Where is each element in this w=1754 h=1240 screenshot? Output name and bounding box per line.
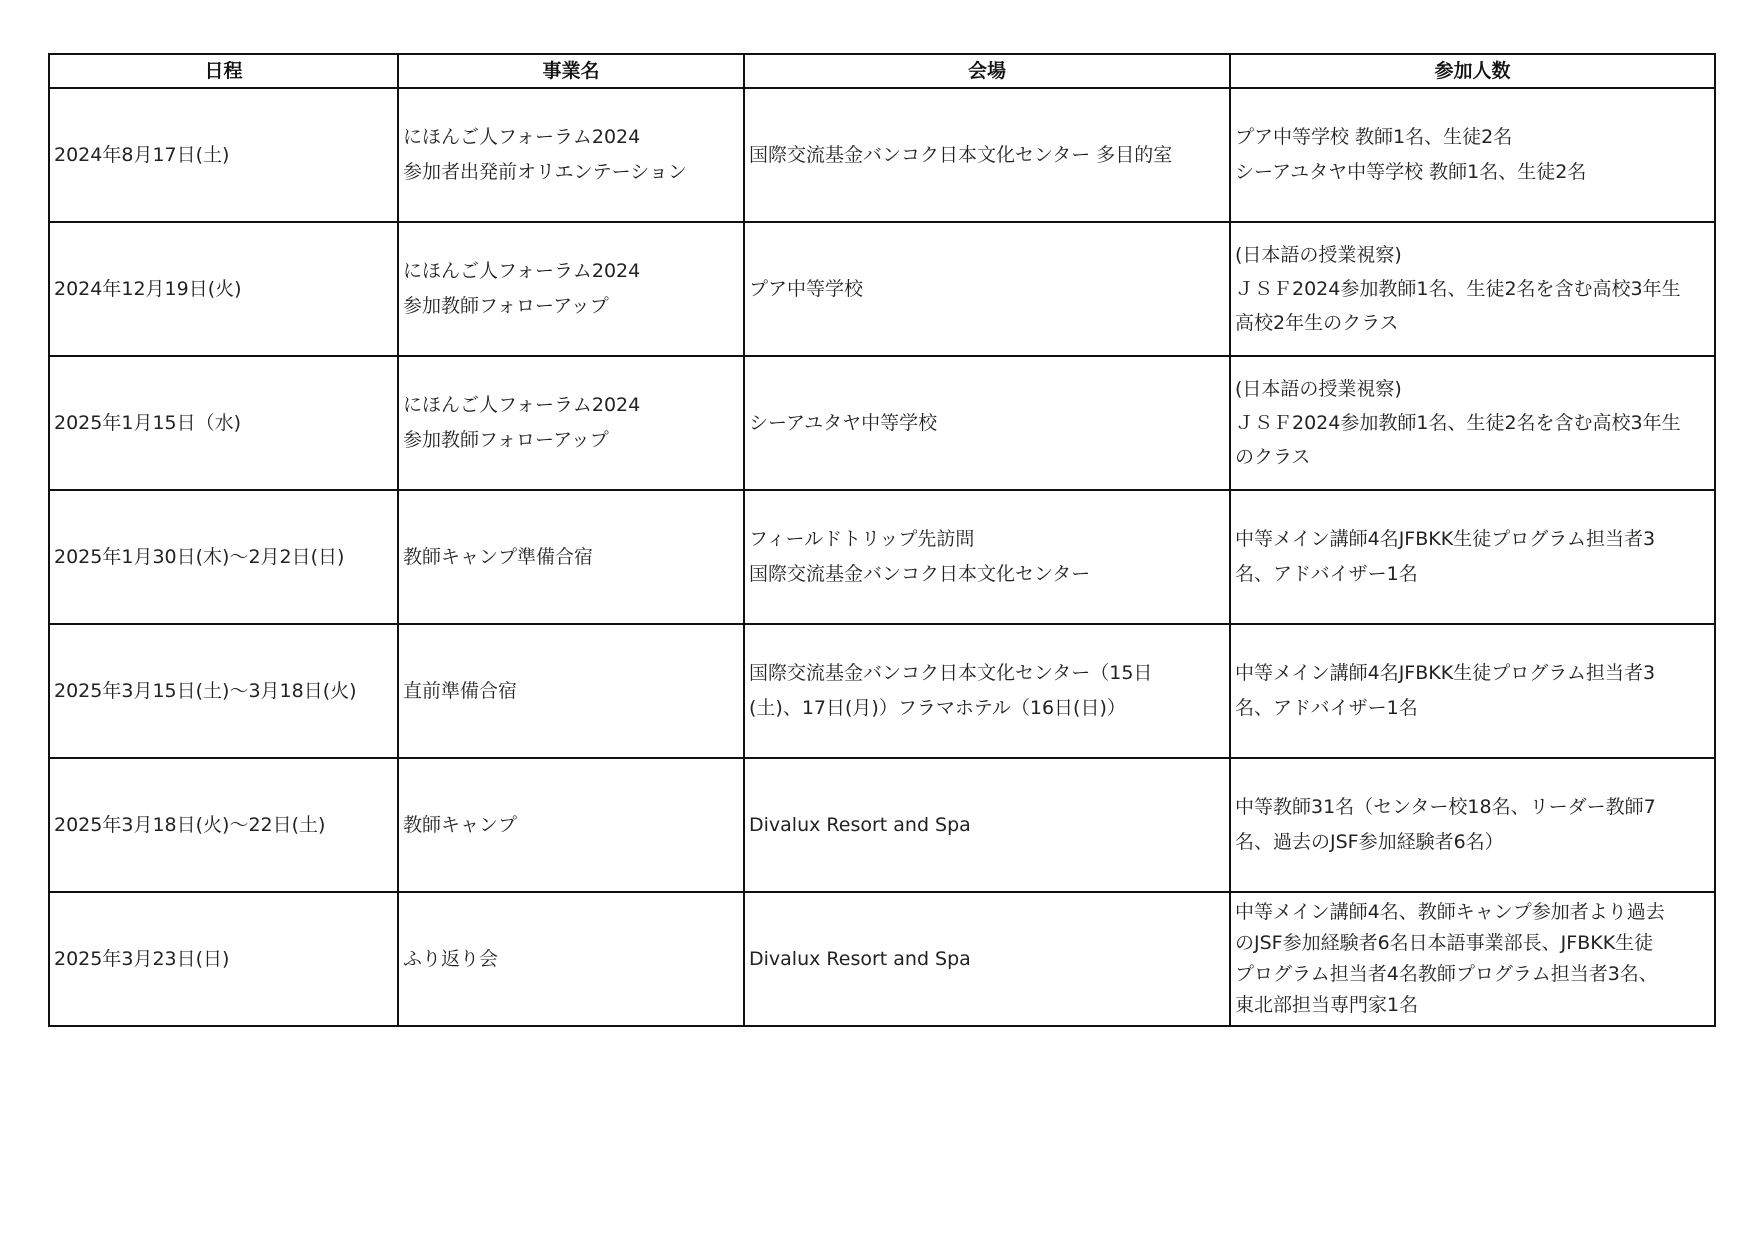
table-row: [49, 624, 1715, 758]
venue-cell: [744, 356, 1230, 490]
participants-cell: [1230, 88, 1715, 222]
header-event: 事業名: [398, 54, 744, 88]
participants-line: 名、過去のJSF参加経験者6名）: [1235, 831, 1504, 853]
event-cell: [398, 222, 744, 356]
table-row: [49, 758, 1715, 892]
venue-line: シーアユタヤ中等学校: [749, 411, 938, 434]
participants-line: (日本語の授業視察): [1235, 244, 1402, 266]
venue-line: Divalux Resort and Spa: [749, 947, 971, 970]
date-cell: [49, 624, 398, 758]
participants-line: のクラス: [1235, 446, 1311, 468]
date-text: 2025年3月15日(土)～3月18日(火): [54, 679, 357, 702]
table-row: [49, 88, 1715, 222]
event-line: にほんご人フォーラム2024: [403, 394, 641, 416]
participants-line: プア中等学校 教師1名、生徒2名: [1235, 126, 1513, 148]
participants-line: ＪＳＦ2024参加教師1名、生徒2名を含む高校3年生: [1235, 412, 1681, 434]
date-cell: [49, 490, 398, 624]
date-cell: [49, 222, 398, 356]
venue-line: 国際交流基金バンコク日本文化センター（15日: [749, 662, 1153, 684]
event-cell: [398, 88, 744, 222]
participants-line: ＪＳＦ2024参加教師1名、生徒2名を含む高校3年生: [1235, 278, 1681, 300]
schedule-sheet: [48, 53, 1714, 1027]
table-row: [49, 892, 1715, 1026]
venue-cell: [744, 88, 1230, 222]
header-venue: 会場: [744, 54, 1230, 88]
event-cell: [398, 356, 744, 490]
participants-line: 中等メイン講師4名JFBKK生徒プログラム担当者3: [1235, 528, 1656, 550]
venue-line: (土)、17日(月)）フラマホテル（16日(日)）: [749, 697, 1126, 719]
event-line: 参加教師フォローアップ: [403, 429, 609, 451]
date-text: 2025年3月18日(火)～22日(土): [54, 813, 326, 836]
participants-line: 名、アドバイザー1名: [1235, 563, 1418, 585]
date-text: 2025年1月30日(木)～2月2日(日): [54, 545, 345, 568]
participants-line: のJSF参加経験者6名日本語事業部長、JFBKK生徒: [1235, 932, 1654, 954]
event-line: 参加教師フォローアップ: [403, 295, 609, 317]
venue-line: 国際交流基金バンコク日本文化センター 多目的室: [749, 143, 1173, 166]
participants-cell: [1230, 490, 1715, 624]
header-participants: 参加人数: [1230, 54, 1715, 88]
venue-line: Divalux Resort and Spa: [749, 813, 971, 836]
participants-line: プログラム担当者4名教師プログラム担当者3名、: [1235, 963, 1658, 985]
table-row: [49, 222, 1715, 356]
date-text: 2024年12月19日(火): [54, 277, 242, 300]
venue-line: 国際交流基金バンコク日本文化センター: [749, 563, 1091, 585]
venue-cell: [744, 758, 1230, 892]
date-text: 2025年1月15日（水): [54, 411, 242, 434]
venue-line: フィールドトリップ先訪問: [749, 528, 975, 550]
participants-line: 中等メイン講師4名JFBKK生徒プログラム担当者3: [1235, 662, 1656, 684]
header-date: 日程: [49, 54, 398, 88]
participants-line: 東北部担当専門家1名: [1235, 994, 1419, 1016]
participants-line: 中等メイン講師4名、教師キャンプ参加者より過去: [1235, 901, 1665, 923]
event-cell: [398, 490, 744, 624]
venue-cell: [744, 624, 1230, 758]
date-cell: [49, 892, 398, 1026]
event-line: にほんご人フォーラム2024: [403, 126, 641, 148]
participants-cell: [1230, 624, 1715, 758]
header-row: [49, 54, 1715, 88]
event-cell: [398, 892, 744, 1026]
event-cell: [398, 624, 744, 758]
table-row: [49, 490, 1715, 624]
participants-cell: [1230, 356, 1715, 490]
venue-cell: [744, 892, 1230, 1026]
event-cell: [398, 758, 744, 892]
date-text: 2024年8月17日(土): [54, 143, 230, 166]
participants-line: シーアユタヤ中等学校 教師1名、生徒2名: [1235, 161, 1587, 183]
event-line: ふり返り会: [403, 947, 499, 970]
venue-cell: [744, 222, 1230, 356]
event-line: 参加者出発前オリエンテーション: [403, 161, 687, 183]
date-cell: [49, 356, 398, 490]
participants-cell: [1230, 758, 1715, 892]
participants-line: 高校2年生のクラス: [1235, 312, 1399, 334]
date-cell: [49, 758, 398, 892]
participants-line: 中等教師31名（センター校18名、リーダー教師7: [1235, 796, 1656, 818]
event-line: 直前準備合宿: [403, 679, 518, 702]
venue-cell: [744, 490, 1230, 624]
participants-cell: [1230, 892, 1715, 1026]
date-cell: [49, 88, 398, 222]
date-text: 2025年3月23日(日): [54, 947, 230, 970]
participants-line: (日本語の授業視察): [1235, 378, 1402, 400]
table-row: [49, 356, 1715, 490]
participants-line: 名、アドバイザー1名: [1235, 697, 1418, 719]
venue-line: プア中等学校: [749, 277, 864, 300]
event-line: 教師キャンプ: [403, 813, 518, 836]
participants-cell: [1230, 222, 1715, 356]
schedule-table: [48, 53, 1716, 1027]
event-line: 教師キャンプ準備合宿: [403, 545, 594, 568]
event-line: にほんご人フォーラム2024: [403, 260, 641, 282]
